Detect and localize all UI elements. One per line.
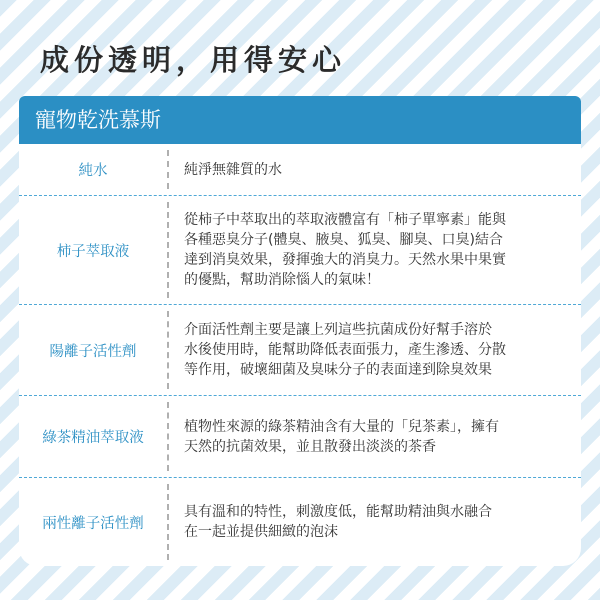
ingredient-name: 陽離子活性劑 bbox=[49, 343, 137, 360]
description-line: 在一起並提供細緻的泡沫 bbox=[184, 524, 338, 540]
ingredient-row bbox=[19, 396, 581, 478]
description-line: 從柿子中萃取出的萃取液體富有「柿子單寧素」能與 bbox=[184, 212, 506, 228]
description-line: 天然的抗菌效果，並且散發出淡淡的茶香 bbox=[184, 438, 436, 455]
description-line: 的優點，幫助消除惱人的氣味！ bbox=[184, 272, 380, 288]
description-line: 純淨無雜質的水 bbox=[184, 161, 282, 178]
description-line: 水後使用時，能幫助降低表面張力，產生滲透、分散 bbox=[184, 342, 506, 358]
ingredient-name: 柿子萃取液 bbox=[56, 243, 130, 260]
ingredient-name: 綠茶精油萃取液 bbox=[42, 430, 144, 446]
ingredient-description bbox=[184, 396, 569, 477]
description-line: 各種惡臭分子(體臭、腋臭、狐臭、腳臭、口臭)結合 bbox=[184, 232, 503, 248]
ingredient-row bbox=[19, 478, 581, 566]
ingredient-row bbox=[19, 144, 581, 196]
ingredient-description bbox=[184, 196, 569, 304]
description-line: 植物性來源的綠茶精油含有大量的「兒茶素」，擁有 bbox=[184, 418, 499, 435]
description-line: 介面活性劑主要是讓上列這些抗菌成份好幫手溶於 bbox=[184, 322, 492, 338]
headline: 成份透明，用得安心 bbox=[40, 43, 347, 77]
description-line: 達到消臭效果，發揮強大的消臭力。天然水果中果實 bbox=[184, 252, 506, 268]
ingredient-description bbox=[184, 305, 569, 395]
ingredient-description bbox=[184, 478, 569, 566]
ingredient-row bbox=[19, 196, 581, 305]
ingredient-name: 兩性離子活性劑 bbox=[42, 515, 144, 532]
ingredient-row bbox=[19, 305, 581, 396]
ingredient-card bbox=[19, 96, 581, 566]
card-title: 寵物乾洗慕斯 bbox=[19, 96, 581, 144]
description-line: 等作用，破壞細菌及臭味分子的表面達到除臭效果 bbox=[184, 362, 492, 378]
ingredient-name: 純水 bbox=[78, 163, 108, 179]
ingredient-description bbox=[184, 144, 569, 195]
description-line: 具有溫和的特性，刺激度低，能幫助精油與水融合 bbox=[184, 504, 492, 520]
